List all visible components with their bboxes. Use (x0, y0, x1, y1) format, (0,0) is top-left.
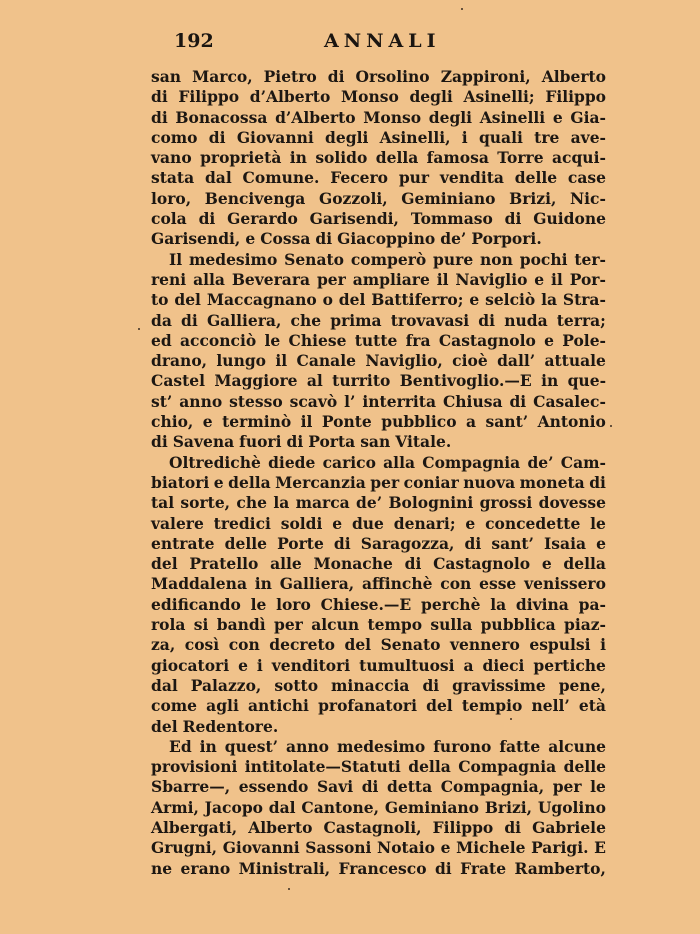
speck (461, 8, 463, 10)
page-number: 192 (174, 30, 214, 52)
text-line: come agli antichi profanatori del tempio nell’ età (151, 696, 606, 716)
text-line: valere tredici soldi e due denari; e concedette le (151, 513, 606, 533)
text-line: di Bonacossa d’Alberto Monso degli Asinelli e Gia- (151, 107, 606, 127)
text-line: Il medesimo Senato comperò pure non pochi ter- (169, 249, 606, 269)
text-line: del Redentore. (151, 716, 279, 736)
speck (610, 425, 612, 427)
text-line: chio, e terminò il Ponte pubblico a sant’ Antonio (151, 412, 606, 432)
text-line: ed acconciò le Chiese tutte fra Castagnolo e Pole- (151, 330, 606, 350)
text-line: vano proprietà in solido della famosa Torre acqui- (151, 148, 606, 168)
text-line: Ed in quest’ anno medesimo furono fatte alcune (169, 736, 606, 756)
page-header (174, 30, 604, 56)
text-line: entrate delle Porte di Saragozza, di sant’ Isaia e (151, 533, 606, 553)
text-line: Castel Maggiore al turrito Bentivoglio.—E in que- (151, 371, 606, 391)
running-title: ANNALI (324, 30, 441, 52)
text-line: st’ anno stesso scavò l’ interrita Chiusa di Casalec- (151, 391, 606, 411)
body-text (151, 67, 606, 879)
text-line: Albergati, Alberto Castagnoli, Filippo di Gabriele (151, 817, 606, 837)
text-line: rola si bandì per alcun tempo sulla pubblica piaz- (151, 615, 606, 635)
speck (288, 888, 290, 890)
text-line: tal sorte, che la marca de’ Bolognini grossi dovesse (151, 493, 606, 513)
text-line: da di Galliera, che prima trovavasi di nuda terra; (151, 310, 606, 330)
text-line: Oltredichè diede carico alla Compagnia de’ Cam- (169, 452, 606, 472)
text-line: loro, Bencivenga Gozzoli, Geminiano Brizi, Nic- (151, 188, 606, 208)
text-line: reni alla Beverara per ampliare il Naviglio e il Por- (151, 269, 606, 289)
text-line: del Pratello alle Monache di Castagnolo e della (151, 554, 606, 574)
text-line: ne erano Ministrali, Francesco di Frate Ramberto, (151, 858, 606, 878)
text-line: como di Giovanni degli Asinelli, i quali tre ave- (151, 127, 606, 147)
text-line: Sbarre—, essendo Savi di detta Compagnia, per le (151, 777, 606, 797)
text-line: za, così con decreto del Senato vennero espulsi i (151, 635, 606, 655)
text-line: biatori e della Mercanzia per coniar nuova moneta di (151, 472, 606, 492)
text-line: provisioni intitolate—Statuti della Compagnia delle (151, 757, 606, 777)
text-line: di Savena fuori di Porta san Vitale. (151, 432, 452, 452)
text-line: stata dal Comune. Fecero pur vendita delle case (151, 168, 606, 188)
text-line: drano, lungo il Canale Naviglio, cioè dall’ attuale (151, 351, 606, 371)
speck (138, 328, 140, 330)
text-line: san Marco, Pietro di Orsolino Zappironi, Alberto (151, 67, 606, 86)
text-line: Garisendi, e Cossa di Giacoppino de’ Porpori. (151, 229, 542, 249)
text-line: di Filippo d’Alberto Monso degli Asinelli; Filippo (151, 87, 606, 107)
text-line: giocatori e i venditori tumultuosi a dieci pertiche (151, 655, 606, 675)
text-line: cola di Gerardo Garisendi, Tommaso di Guidone (151, 209, 606, 229)
text-line: edificando le loro Chiese.—E perchè la divina pa- (151, 594, 606, 614)
text-line: dal Palazzo, sotto minaccia di gravissime pene, (151, 675, 606, 695)
text-line: Maddalena in Galliera, affinchè con esse venissero (151, 574, 606, 594)
speck (510, 718, 512, 720)
text-line: Grugni, Giovanni Sassoni Notaio e Michele Parigi. E (151, 838, 606, 858)
text-line: Armi, Jacopo dal Cantone, Geminiano Brizi, Ugolino (151, 797, 606, 817)
text-line: to del Maccagnano o del Battiferro; e selciò la Stra- (151, 290, 606, 310)
